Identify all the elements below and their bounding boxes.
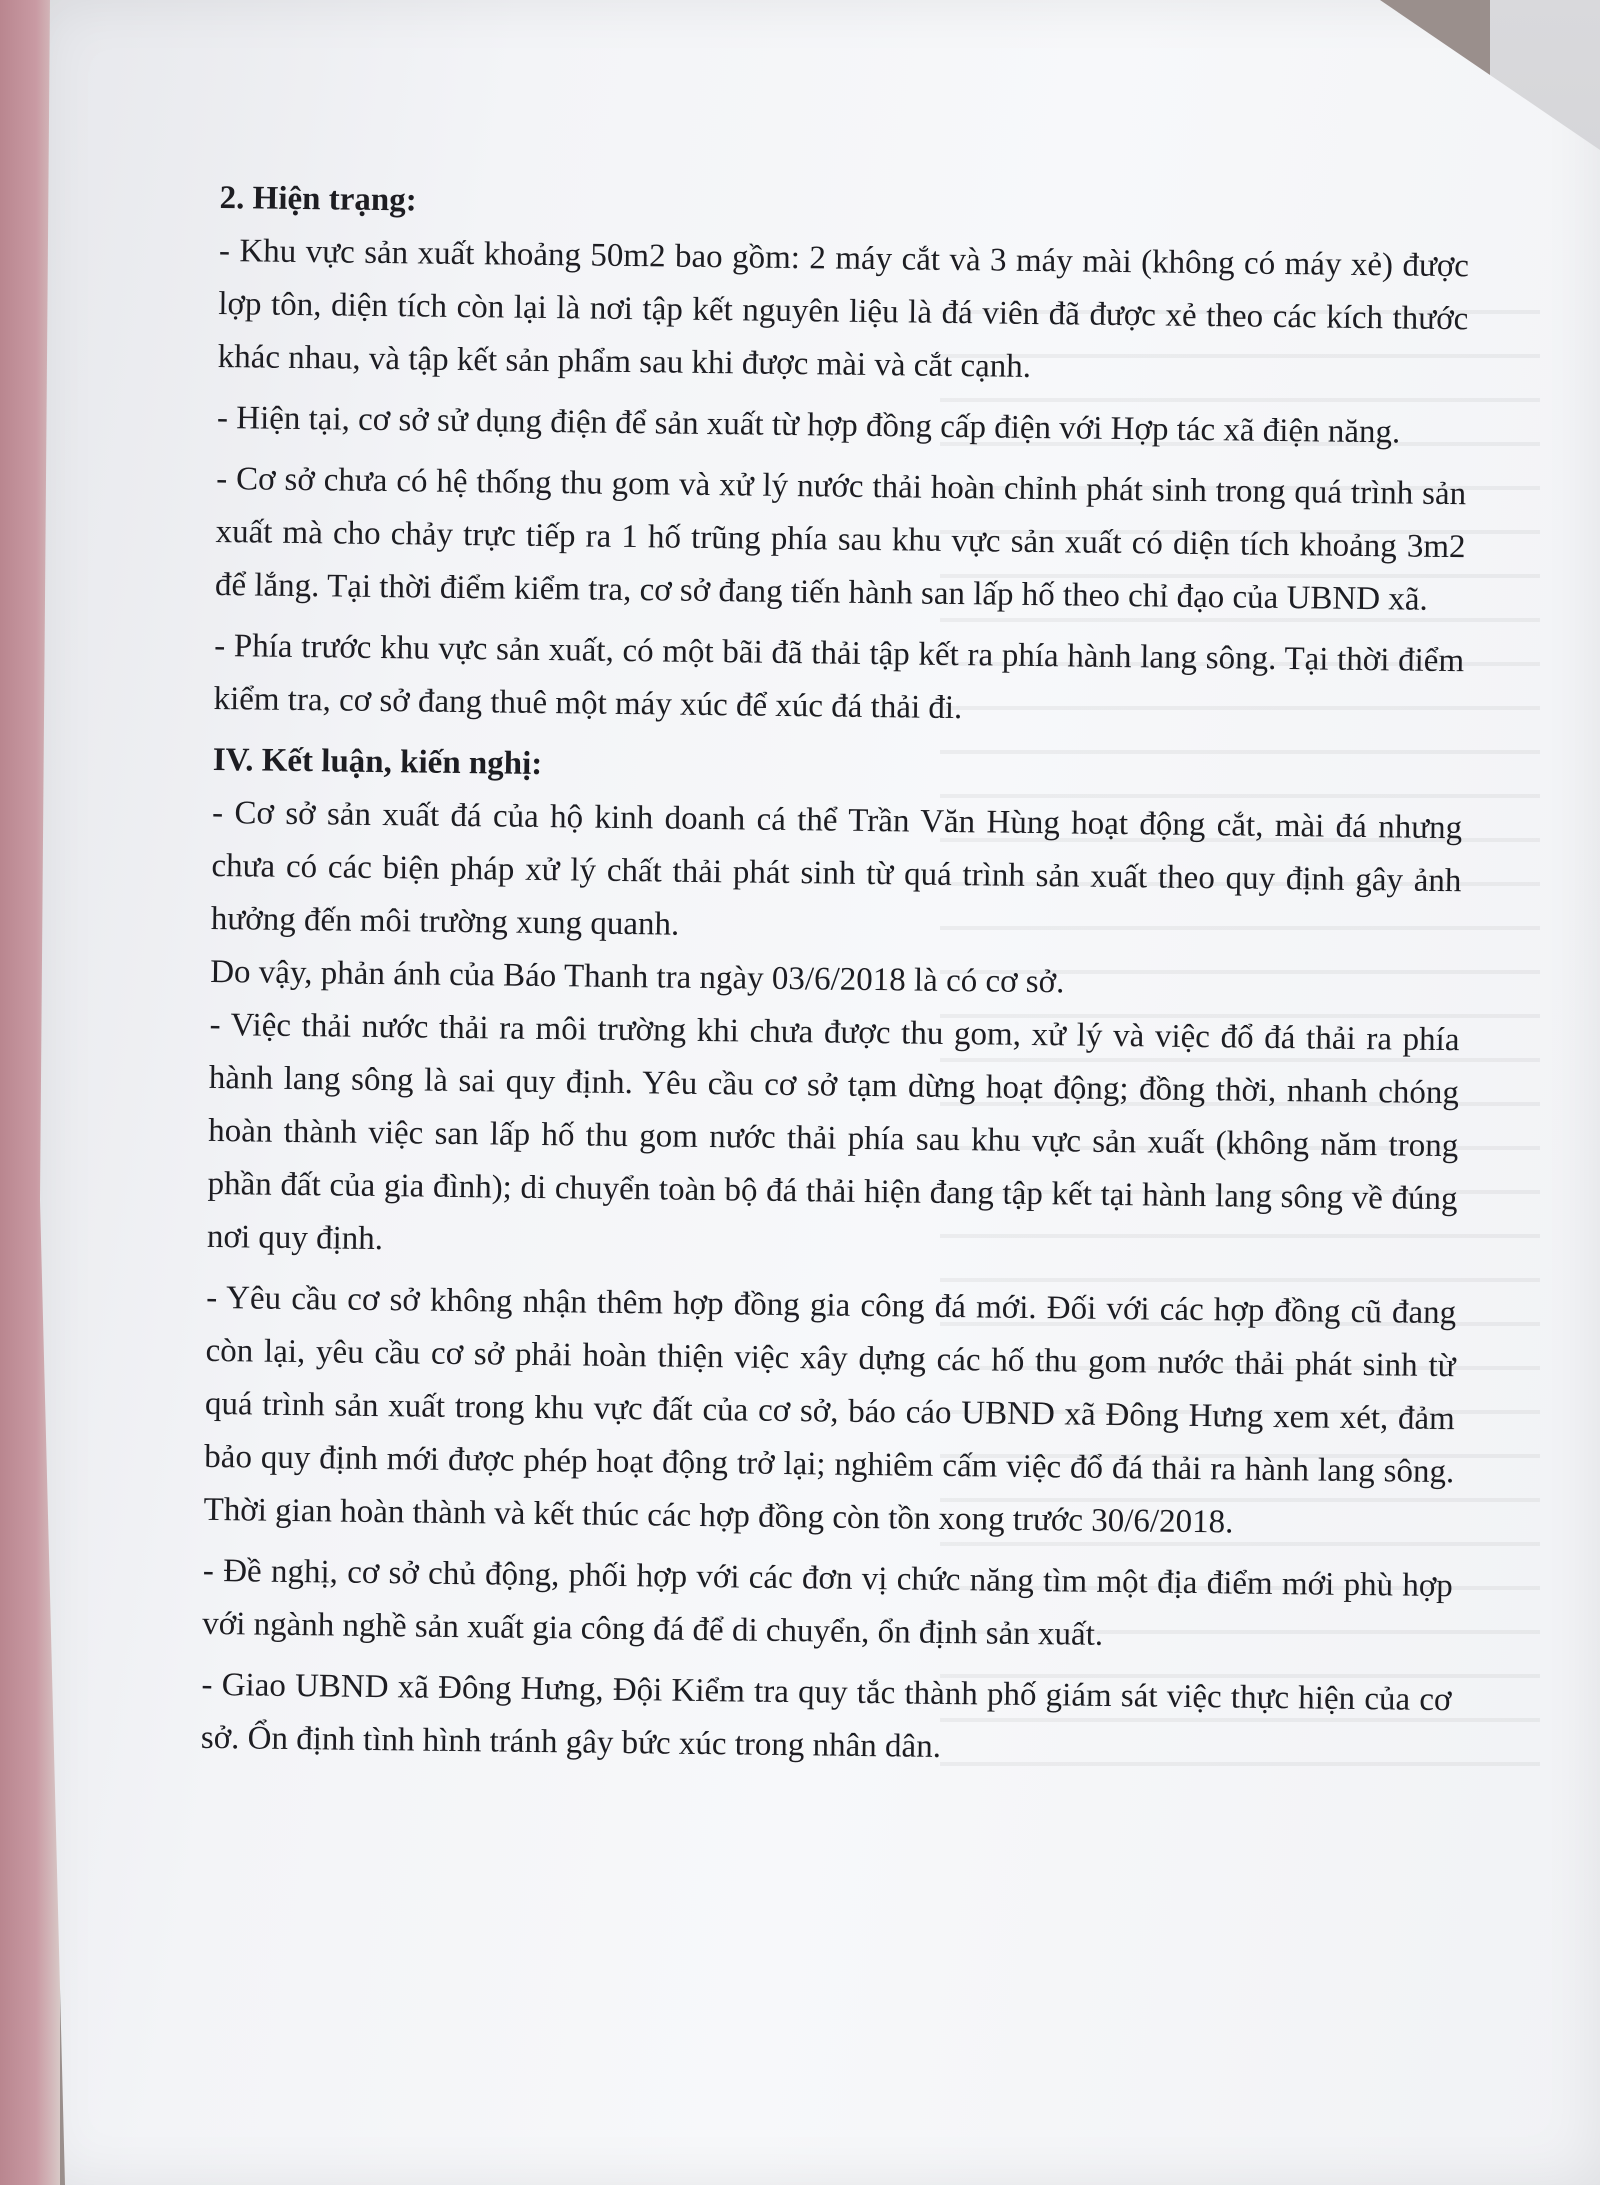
paragraph: - Giao UBND xã Đông Hưng, Đội Kiểm tra quy tắc thành phố giám sát việc thực hiện của cơ sở. Ổn định tình hình tránh gây bức xúc trong nhân dân. <box>200 1666 1452 1765</box>
paragraph: - Phía trước khu vực sản xuất, có một bãi đã thải tập kết ra phía hành lang sông. Tại thời điểm kiểm tra, cơ sở đang thuê một máy xúc để xúc đá thải đi. <box>213 627 1465 727</box>
paragraph: - Cơ sở sản xuất đá của hộ kinh doanh cá thể Trần Văn Hùng hoạt động cắt, mài đá nhưng chưa có các biện pháp xử lý chất thải phát sinh từ quá trình sản xuất theo quy định gây ảnh hưởng đến môi trường xung quanh. <box>210 794 1463 943</box>
paragraph: - Yêu cầu cơ sở không nhận thêm hợp đồng gia công đá mới. Đối với các hợp đồng cũ đang còn lại, yêu cầu cơ sở phải hoàn thiện việc xây dựng các hố thu gom nước thải phát sinh từ quá trình sản xuất trong khu vực đất của cơ sở, báo cáo UBND xã Đông Hưng xem xét, đảm bảo quy định mới được phép hoạt động trở lại; nghiêm cấm việc đổ đá thải ra hành lang sông. Thời gian hoàn thành và kết thúc các hợp đồng còn tồn xong trước 30/6/2018. <box>203 1279 1457 1541</box>
paragraph: Do vậy, phản ánh của Báo Thanh tra ngày 03/6/2018 là có cơ sở. <box>210 953 1065 1001</box>
section-2-heading: 2. Hiện trạng: <box>219 179 417 219</box>
document-body <box>201 172 1470 1780</box>
paragraph: - Hiện tại, cơ sở sử dụng điện để sản xuất từ hợp đồng cấp điện với Hợp tác xã điện năng. <box>216 399 1401 451</box>
paragraph: - Đề nghị, cơ sở chủ động, phối hợp với các đơn vị chức năng tìm một địa điểm mới phù hợp với ngành nghề sản xuất gia công đá để di chuyển, ổn định sản xuất. <box>202 1552 1454 1653</box>
paragraph: - Cơ sở chưa có hệ thống thu gom và xử lý nước thải hoàn chỉnh phát sinh trong quá trình sản xuất mà cho chảy trực tiếp ra 1 hố trũng phía sau khu vực sản xuất có diện tích khoảng 3m2 để lắng. Tại thời điểm kiểm tra, cơ sở đang tiến hành san lấp hố theo chỉ đạo của UBND xã. <box>214 460 1467 618</box>
paragraph: - Khu vực sản xuất khoảng 50m2 bao gồm: 2 máy cắt và 3 máy mài (không có máy xẻ) được lợp tôn, diện tích còn lại là nơi tập kết nguyên liệu là đá viên đã được xẻ theo các kích thước khác nhau, và tập kết sản phẩm sau khi được mài và cắt cạnh. <box>217 232 1470 385</box>
paragraph: - Việc thải nước thải ra môi trường khi chưa được thu gom, xử lý và việc đổ đá thải ra phía hành lang sông là sai quy định. Yêu cầu cơ sở tạm dừng hoạt động; đồng thời, nhanh chóng hoàn thành việc san lấp hố thu gom nước thải phía sau khu vực sản xuất (không năm trong phần đất của gia đình); di chuyển toàn bộ đá thải hiện đang tập kết tại hành lang sông về đúng nơi quy định. <box>206 1006 1460 1258</box>
section-4-heading: IV. Kết luận, kiến nghị: <box>212 741 543 782</box>
